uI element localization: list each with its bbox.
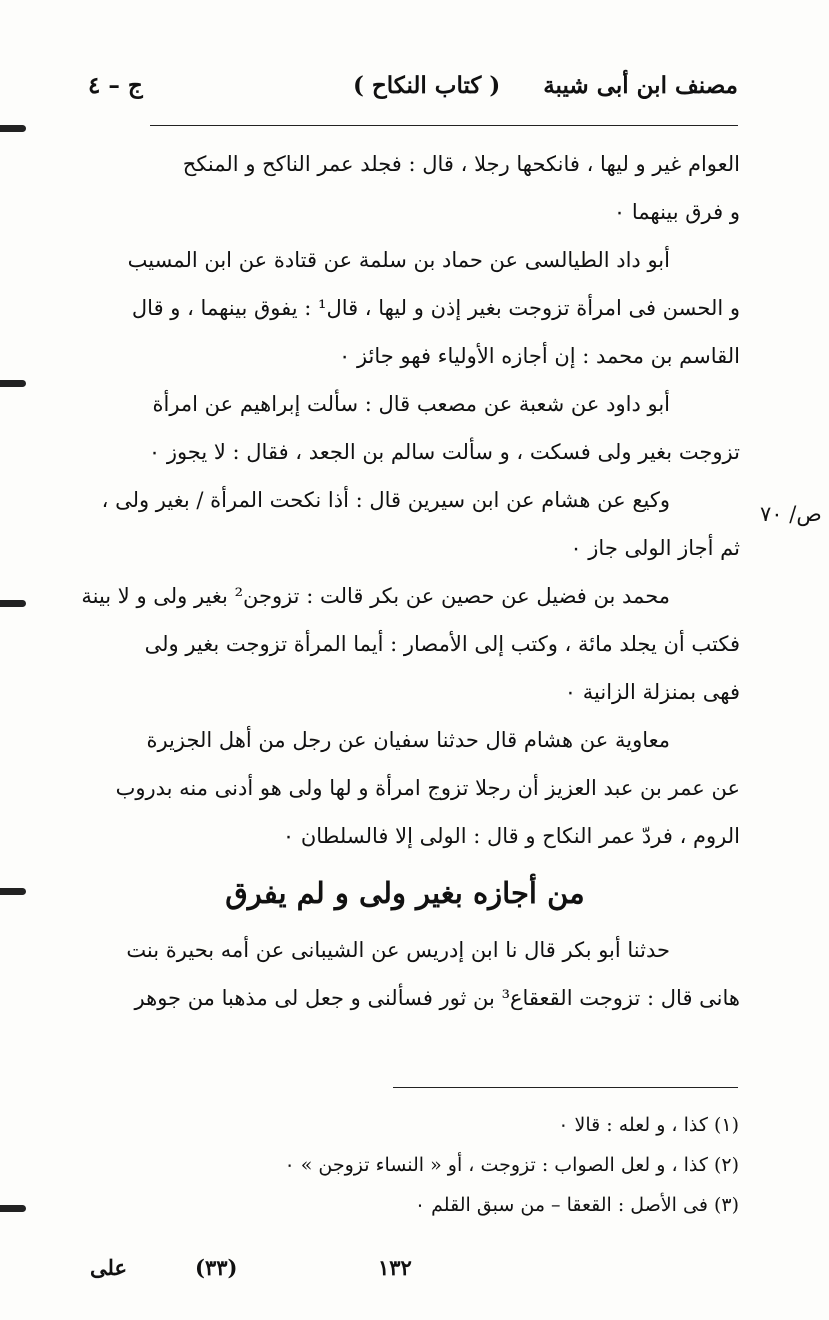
volume-number: ج – ٤ <box>88 72 143 99</box>
text-line: هانى قال : تزوجت القعقاع³ بن ثور فسألنى و جعل لى مذهبا من جوهر <box>134 986 740 1010</box>
binding-mark <box>0 380 26 387</box>
signature-mark: (٣٣) <box>195 1255 238 1280</box>
text-line: وكيع عن هشام عن ابن سيرين قال : أذا نكحت المرأة / بغير ولى ، <box>101 488 670 512</box>
binding-mark <box>0 888 26 895</box>
text-line: و الحسن فى امرأة تزوجت بغير إذن و ليها ، قال¹ : يفوق بينهما ، و قال <box>131 296 740 320</box>
binding-mark <box>0 600 26 607</box>
chapter-title: ( كتاب النكاح ) <box>353 72 501 99</box>
margin-page-reference: ص/ ٧٠ <box>760 502 822 526</box>
page-number: ١٣٢ <box>378 1255 412 1280</box>
text-line: حدثنا أبو بكر قال نا ابن إدريس عن الشيبانى عن أمه بحيرة بنت <box>126 938 670 962</box>
binding-mark <box>0 125 26 132</box>
section-heading: من أجازه بغير ولى و لم يفرق <box>225 876 585 910</box>
text-line: العوام غير و ليها ، فانكحها رجلا ، قال : فجلد عمر الناكح و المنكح <box>182 152 740 176</box>
footnote-rule <box>393 1087 738 1088</box>
text-line: معاوية عن هشام قال حدثنا سفيان عن رجل من أهل الجزيرة <box>146 728 670 752</box>
text-line: و فرق بينهما ٠ <box>613 200 740 224</box>
catchword: على <box>90 1255 127 1280</box>
main-text <box>70 140 740 1022</box>
text-line: ثم أجاز الولى جاز ٠ <box>570 536 740 560</box>
running-header <box>78 72 738 116</box>
header-rule <box>150 125 738 126</box>
text-line: محمد بن فضيل عن حصين عن بكر قالت : تزوجن² بغير ولى و لا بينة <box>81 584 670 608</box>
footnote: (٢) كذا ، و لعل الصواب : تزوجت ، أو « النساء تزوجن » ٠ <box>284 1154 739 1176</box>
binding-mark <box>0 1205 26 1212</box>
text-line: أبو داود عن شعبة عن مصعب قال : سألت إبراهيم عن امرأة <box>152 392 670 416</box>
text-line: فكتب أن يجلد مائة ، وكتب إلى الأمصار : أيما المرأة تزوجت بغير ولى <box>144 632 740 656</box>
text-line: تزوجت بغير ولى فسكت ، و سألت سالم بن الجعد ، فقال : لا يجوز ٠ <box>148 440 740 464</box>
text-line: القاسم بن محمد : إن أجازه الأولياء فهو جائز ٠ <box>338 344 740 368</box>
footnotes <box>139 1105 739 1225</box>
footnote: (٣) فى الأصل : القعقا – من سبق القلم ٠ <box>414 1194 739 1216</box>
page-footer <box>0 1255 829 1295</box>
text-line: فهى بمنزلة الزانية ٠ <box>564 680 740 704</box>
book-title: مصنف ابن أبى شيبة <box>543 72 738 99</box>
footnote: (١) كذا ، و لعله : قالا ٠ <box>558 1114 739 1136</box>
text-line: الروم ، فردّ عمر النكاح و قال : الولى إلا فالسلطان ٠ <box>282 824 740 848</box>
text-line: أبو داد الطيالسى عن حماد بن سلمة عن قتادة عن ابن المسيب <box>127 248 670 272</box>
text-line: عن عمر بن عبد العزيز أن رجلا تزوج امرأة و لها ولى هو أدنى منه بدروب <box>115 776 740 800</box>
